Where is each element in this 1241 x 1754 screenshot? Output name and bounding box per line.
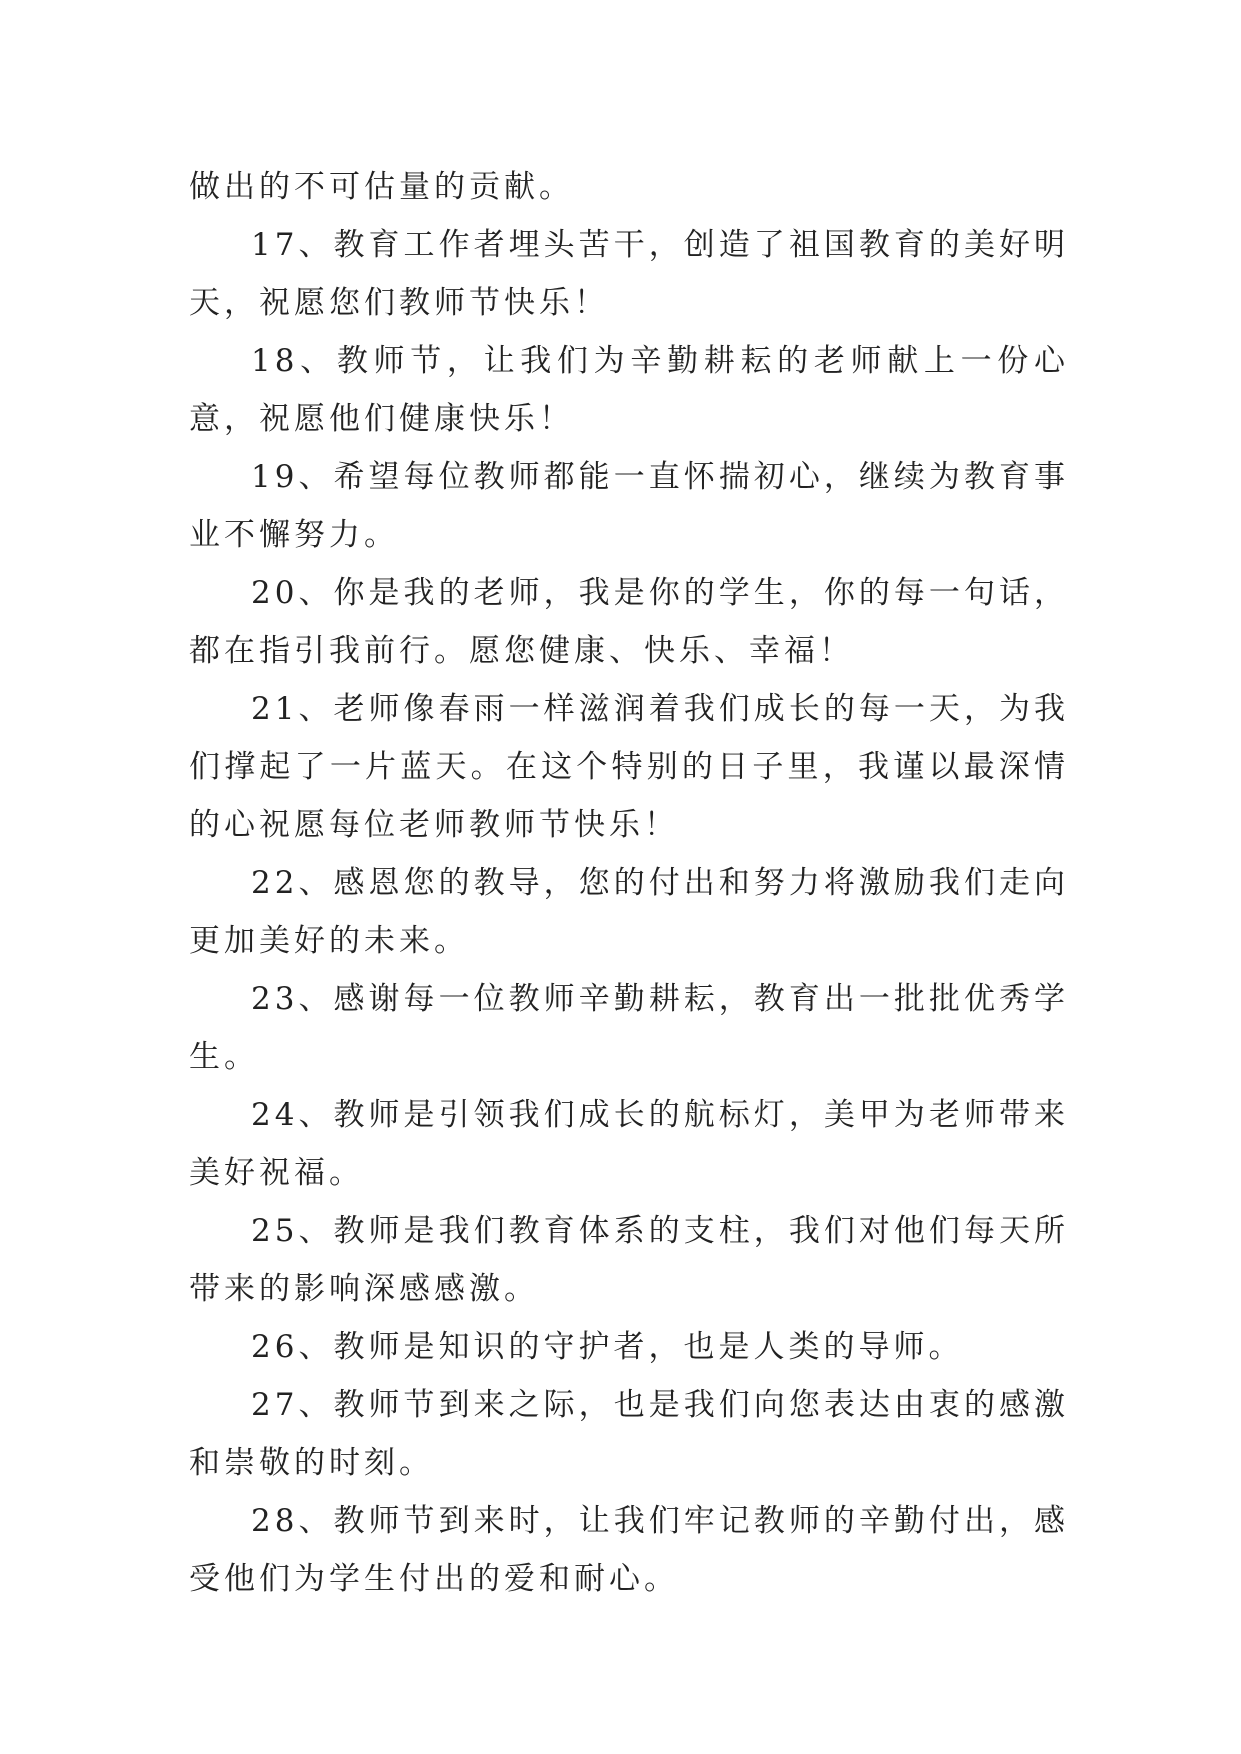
document-body <box>189 158 1069 1608</box>
paragraph-item-28: 28、教师节到来时，让我们牢记教师的辛勤付出，感受他们为学生付出的爱和耐心。 <box>189 1503 1069 1597</box>
paragraph-item-25: 25、教师是我们教育体系的支柱，我们对他们每天所带来的影响深感感激。 <box>189 1213 1069 1307</box>
paragraph-continuation: 做出的不可估量的贡献。 <box>189 169 574 205</box>
paragraph-item-21: 21、老师像春雨一样滋润着我们成长的每一天，为我们撑起了一片蓝天。在这个特别的日子里，我谨以最深情的心祝愿每位老师教师节快乐！ <box>189 691 1069 843</box>
paragraph-item-19: 19、希望每位教师都能一直怀揣初心，继续为教育事业不懈努力。 <box>189 459 1069 553</box>
paragraph-item-26: 26、教师是知识的守护者，也是人类的导师。 <box>251 1329 964 1365</box>
paragraph-item-27: 27、教师节到来之际，也是我们向您表达由衷的感激和崇敬的时刻。 <box>189 1387 1069 1481</box>
paragraph-item-20: 20、你是我的老师，我是你的学生，你的每一句话，都在指引我前行。愿您健康、快乐、幸福！ <box>189 575 1069 669</box>
paragraph-item-17: 17、教育工作者埋头苦干，创造了祖国教育的美好明天，祝愿您们教师节快乐！ <box>189 227 1069 321</box>
paragraph-item-18: 18、教师节，让我们为辛勤耕耘的老师献上一份心意，祝愿他们健康快乐！ <box>189 343 1069 437</box>
paragraph-item-22: 22、感恩您的教导，您的付出和努力将激励我们走向更加美好的未来。 <box>189 865 1069 959</box>
paragraph-item-24: 24、教师是引领我们成长的航标灯，美甲为老师带来美好祝福。 <box>189 1097 1069 1191</box>
paragraph-item-23: 23、感谢每一位教师辛勤耕耘，教育出一批批优秀学生。 <box>189 981 1069 1075</box>
